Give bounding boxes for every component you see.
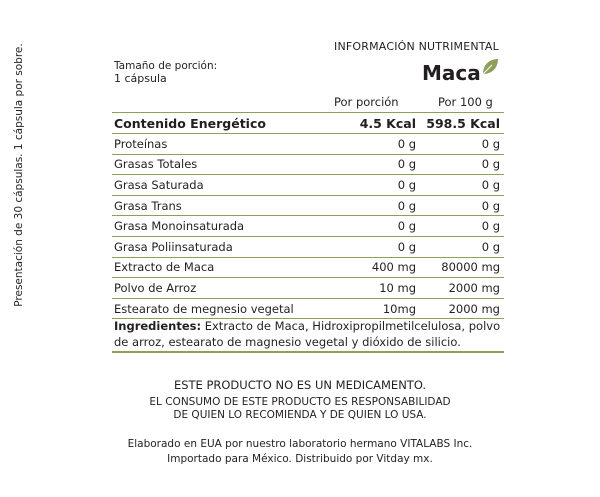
nutrient-row — [112, 175, 504, 196]
leaf-icon — [479, 56, 501, 78]
nutrient-row — [112, 154, 504, 175]
per-portion-value: 0 g — [346, 236, 420, 257]
nutrient-name: Grasa Saturada — [112, 175, 346, 196]
energy-row — [112, 113, 504, 134]
ingredients-text: Extracto de Maca, Hidroxipropilmetilcelulosa, polvo de arroz, estearato de magnesio vegetal y dióxido de silicio. — [114, 319, 501, 349]
per-100g-value: 0 g — [420, 216, 504, 237]
footer-manufacturer: Elaborado en EUA por nuestro laboratorio hermano VITALABS Inc. — [127, 438, 473, 450]
ingredients-label: Ingredientes: — [114, 319, 202, 333]
footer-responsibility-line-2: DE QUIEN LO RECOMIENDA Y DE QUIEN LO USA. — [173, 409, 427, 421]
per-100g-value: 0 g — [420, 154, 504, 175]
per-100g-value: 2000 mg — [420, 278, 504, 299]
brand-name: Maca — [422, 61, 481, 85]
per-portion-value: 0 g — [346, 134, 420, 155]
per-portion-value: 0 g — [346, 175, 420, 196]
serving-size-value: 1 cápsula — [114, 72, 167, 85]
nutrient-row — [112, 134, 504, 155]
nutrient-row — [112, 216, 504, 237]
nutrient-name: Estearato de megnesio vegetal — [112, 298, 346, 319]
ingredients — [114, 318, 504, 350]
column-header-per-100g: Por 100 g — [438, 95, 493, 109]
column-header-per-portion: Por porción — [334, 95, 399, 109]
nutrition-info-title: INFORMACIÓN NUTRIMENTAL — [334, 40, 499, 53]
nutrient-name: Grasas Totales — [112, 154, 346, 175]
nutrient-row — [112, 257, 504, 278]
nutrient-name: Polvo de Arroz — [112, 278, 346, 299]
nutrient-row — [112, 236, 504, 257]
per-portion-value: 4.5 Kcal — [346, 113, 420, 134]
per-portion-value: 0 g — [346, 154, 420, 175]
footer-distributor: Importado para México. Distribuido por Vitday mx. — [167, 453, 433, 465]
divider — [112, 351, 504, 353]
footer-responsibility-line-1: EL CONSUMO DE ESTE PRODUCTO ES RESPONSABILIDAD — [149, 396, 451, 408]
per-100g-value: 598.5 Kcal — [420, 113, 504, 134]
nutrient-row — [112, 195, 504, 216]
per-portion-value: 0 g — [346, 195, 420, 216]
footer-warning: ESTE PRODUCTO NO ES UN MEDICAMENTO. — [173, 378, 427, 392]
nutrient-name: Contenido Energético — [112, 113, 346, 134]
per-100g-value: 80000 mg — [420, 257, 504, 278]
per-100g-value: 0 g — [420, 134, 504, 155]
per-100g-value: 0 g — [420, 175, 504, 196]
serving-size-label: Tamaño de porción: — [114, 60, 218, 72]
per-portion-value: 10mg — [346, 298, 420, 319]
nutrient-row — [112, 298, 504, 319]
per-100g-value: 0 g — [420, 236, 504, 257]
per-100g-value: 2000 mg — [420, 298, 504, 319]
per-100g-value: 0 g — [420, 195, 504, 216]
nutrient-name: Grasa Poliinsaturada — [112, 236, 346, 257]
nutrient-name: Grasa Monoinsaturada — [112, 216, 346, 237]
per-portion-value: 10 mg — [346, 278, 420, 299]
per-portion-value: 0 g — [346, 216, 420, 237]
nutrient-name: Proteínas — [112, 134, 346, 155]
nutrition-table — [112, 113, 504, 319]
nutrient-row — [112, 278, 504, 299]
nutrient-name: Extracto de Maca — [112, 257, 346, 278]
per-portion-value: 400 mg — [346, 257, 420, 278]
nutrient-name: Grasa Trans — [112, 195, 346, 216]
presentation-vertical-text: Presentación de 30 cápsulas. 1 cápsula por sobre. — [13, 43, 25, 307]
